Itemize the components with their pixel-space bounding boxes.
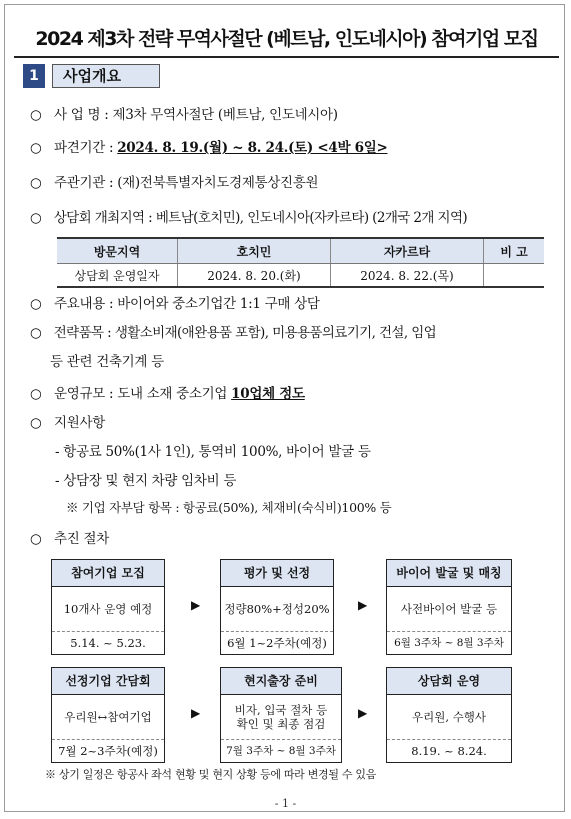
- title-divider: [14, 56, 559, 58]
- step-title: 바이어 발굴 및 매칭: [387, 560, 511, 587]
- visit-cell: 2024. 8. 20.(화): [178, 264, 331, 288]
- procedure-step: [386, 667, 512, 763]
- support-mark: -: [55, 473, 60, 489]
- visit-header-cell: 방문지역: [57, 238, 178, 264]
- step-title: 평가 및 선정: [221, 560, 333, 587]
- bullet: ○: [30, 107, 42, 123]
- page-title: 2024 제3차 전략 무역사절단 (베트남, 인도네시아) 참여기업 모집: [35, 28, 538, 50]
- item-period-label: 파견기간 :: [54, 140, 114, 156]
- step-body: 비자, 입국 절차 등 확인 및 최종 점검: [221, 695, 341, 740]
- step-body: 10개사 운영 예정: [52, 587, 164, 632]
- item-products: [30, 321, 436, 341]
- item-period: [30, 136, 388, 156]
- step-title: 현지출장 준비: [221, 668, 341, 695]
- arrow-icon: ▶: [191, 598, 201, 612]
- support-text: 기업 자부담 항목 : 항공료(50%), 체재비(숙식비)100% 등: [81, 500, 392, 515]
- item-scale-prefix: 도내 소재 중소기업: [117, 386, 228, 402]
- visit-cell: 상담회 운영일자: [57, 264, 178, 288]
- item-content-value: 바이어와 중소기업간 1:1 구매 상담: [117, 296, 320, 312]
- support-item: [55, 440, 371, 460]
- visit-header-cell: 호치민: [178, 238, 331, 264]
- visit-header-cell: 자카르타: [331, 238, 484, 264]
- bullet: ○: [30, 140, 42, 156]
- step-body: 정량80%+정성20%: [221, 587, 333, 632]
- step-title: 선정기업 간담회: [52, 668, 164, 695]
- page-number: - 1 -: [274, 797, 297, 810]
- item-region-label: 상담회 개최지역 :: [53, 210, 153, 226]
- arrow-icon: ▶: [191, 706, 201, 720]
- procedure-step: [51, 667, 165, 763]
- item-scale: [30, 382, 305, 402]
- visit-cell: [484, 264, 545, 288]
- section-label: 사업개요: [52, 64, 160, 88]
- step-date: 8.19. ~ 8.24.: [411, 744, 487, 758]
- bullet: ○: [30, 210, 42, 226]
- item-name: [30, 103, 338, 123]
- footnote: ※ 상기 일정은 항공사 좌석 현황 및 현지 상황 등에 따라 변경될 수 있음: [45, 768, 377, 781]
- support-mark: -: [55, 444, 60, 460]
- bullet: ○: [30, 531, 42, 547]
- item-scale-label: 운영규모 :: [54, 386, 114, 402]
- item-procedure: [30, 527, 109, 547]
- step-title: 참여기업 모집: [52, 560, 164, 587]
- item-region: [30, 206, 467, 226]
- bullet: ○: [30, 325, 42, 341]
- section-number: 1: [23, 64, 45, 88]
- support-mark: ※: [66, 500, 79, 515]
- item-host-value: (재)전북특별자치도경제통상진흥원: [117, 175, 319, 191]
- visit-header-cell: 비 고: [484, 238, 545, 264]
- item-region-value: 베트남(호치민), 인도네시아(자카르타) (2개국 2개 지역): [155, 210, 468, 226]
- item-products-value: 생활소비재(애완용품 포함), 미용용품의료기기, 건설, 임업: [114, 325, 437, 341]
- support-text: 항공료 50%(1사 1인), 통역비 100%, 바이어 발굴 등: [63, 444, 371, 460]
- item-host-label: 주관기관 :: [54, 175, 114, 191]
- procedure-step: [51, 559, 165, 655]
- step-body: 사전바이어 발굴 등: [387, 587, 511, 632]
- support-item: [55, 469, 236, 489]
- visit-table-header: [57, 238, 544, 264]
- visit-cell: 2024. 8. 22.(목): [331, 264, 484, 288]
- step-date: 5.14. ~ 5.23.: [70, 636, 146, 650]
- step-date: 6월 1~2주차(예정): [227, 636, 327, 650]
- step-title: 상담회 운영: [387, 668, 511, 695]
- support-item: [66, 498, 391, 516]
- procedure-step: [220, 667, 342, 763]
- item-host: [30, 171, 318, 191]
- step-date: 6월 3주차 ~ 8월 3주차: [394, 637, 504, 649]
- bullet: ○: [30, 175, 42, 191]
- bullet: ○: [30, 386, 42, 402]
- arrow-icon: ▶: [358, 598, 368, 612]
- step-body: 우리원↔참여기업: [52, 695, 164, 740]
- support-text: 상담장 및 현지 차량 임차비 등: [63, 473, 237, 489]
- bullet: ○: [30, 415, 42, 431]
- procedure-step: [386, 559, 512, 655]
- procedure-step: [220, 559, 334, 655]
- item-content: [30, 292, 320, 312]
- visit-table: [57, 237, 544, 288]
- item-period-value: 2024. 8. 19.(월) ~ 8. 24.(토) <4박 6일>: [117, 140, 388, 156]
- item-support-label: 지원사항: [54, 415, 105, 431]
- item-name-label: 사 업 명 :: [54, 107, 109, 123]
- arrow-icon: ▶: [358, 706, 368, 720]
- step-body: 우리원, 수행사: [387, 695, 511, 740]
- item-content-label: 주요내용 :: [54, 296, 114, 312]
- item-products-label: 전략품목 :: [53, 325, 112, 341]
- item-support: [30, 411, 105, 431]
- item-name-value: 제3차 무역사절단 (베트남, 인도네시아): [112, 107, 338, 123]
- item-scale-value: 10업체 정도: [231, 386, 305, 402]
- visit-table-row: [57, 264, 544, 288]
- item-procedure-label: 추진 절차: [54, 531, 109, 547]
- step-date: 7월 2~3주차(예정): [58, 744, 158, 758]
- item-products-cont: 등 관련 건축기계 등: [50, 354, 164, 370]
- bullet: ○: [30, 296, 42, 312]
- step-date: 7월 3주차 ~ 8월 3주차: [226, 745, 336, 757]
